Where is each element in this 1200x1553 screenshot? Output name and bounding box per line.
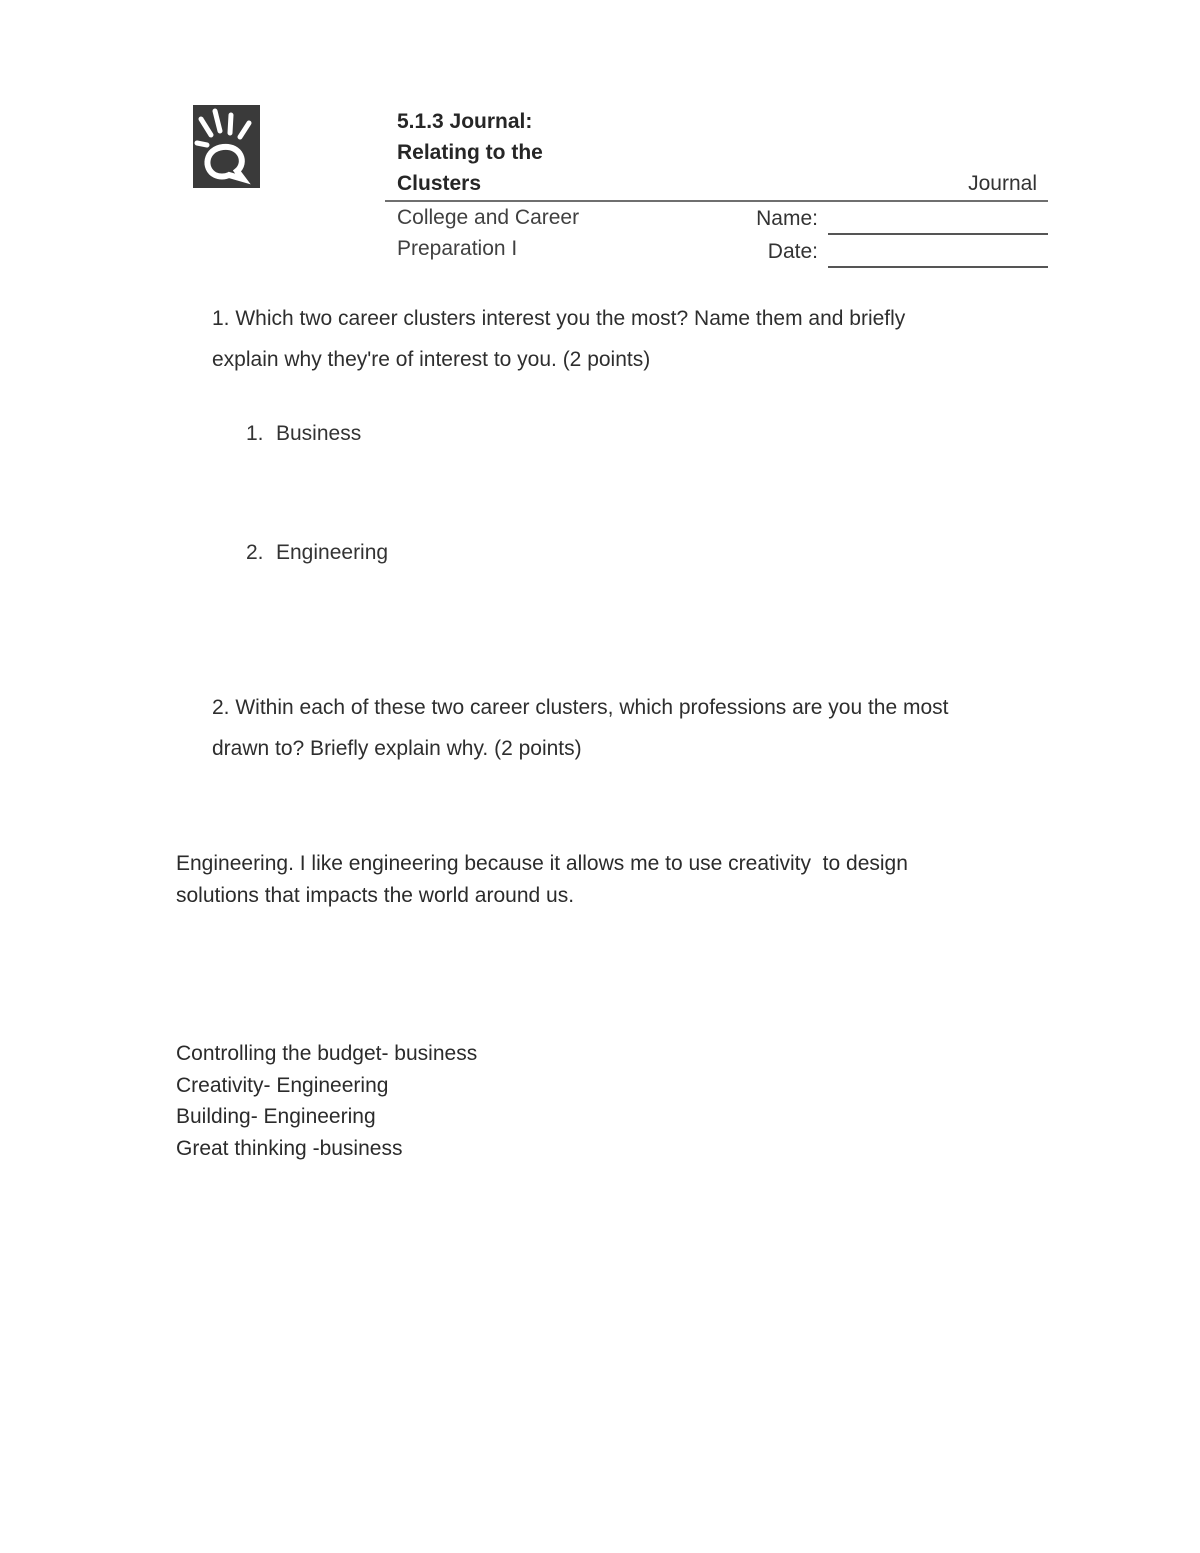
course-line: Preparation I [397, 237, 518, 260]
title-line: Relating to the [397, 141, 543, 164]
name-field[interactable] [828, 233, 1048, 235]
document-type-label: Journal [968, 172, 1037, 195]
course-name [397, 202, 697, 264]
list-item [246, 538, 388, 568]
course-line: College and Career [397, 206, 580, 229]
date-label: Date: [767, 240, 818, 263]
answer-list-item: Great thinking -business [176, 1136, 403, 1160]
name-label: Name: [756, 207, 818, 230]
title-line: Clusters [397, 172, 482, 195]
question-line: drawn to? Briefly explain why. (2 points) [212, 737, 582, 760]
list-item-text: Engineering [276, 541, 389, 564]
lightbulb-logo-icon [193, 105, 260, 188]
answer-list-item: Creativity- Engineering [176, 1073, 389, 1097]
question-line: 1. Which two career clusters interest you the most? Name them and briefly [212, 307, 906, 330]
title-line: 5.1.3 Journal: [397, 110, 533, 133]
answer-list [176, 1038, 477, 1164]
answer-list-item: Building- Engineering [176, 1105, 376, 1128]
list-item-text: Business [276, 422, 362, 445]
answer-paragraph [176, 848, 1076, 912]
document-title [397, 106, 727, 199]
question-2 [212, 687, 1052, 769]
list-item [246, 419, 361, 449]
answer-list-item: Controlling the budget- business [176, 1042, 478, 1065]
answer-line: solutions that impacts the world around us. [176, 884, 575, 907]
question-line: explain why they're of interest to you. (2 points) [212, 348, 651, 371]
answer-line: Engineering. I like engineering because it allows me to use creativity to design [176, 852, 908, 875]
list-item-number: 1. [246, 422, 264, 445]
list-item-number: 2. [246, 541, 264, 564]
question-1 [212, 298, 1052, 380]
date-field[interactable] [828, 266, 1048, 268]
question-line: 2. Within each of these two career clusters, which professions are you the most [212, 696, 949, 719]
